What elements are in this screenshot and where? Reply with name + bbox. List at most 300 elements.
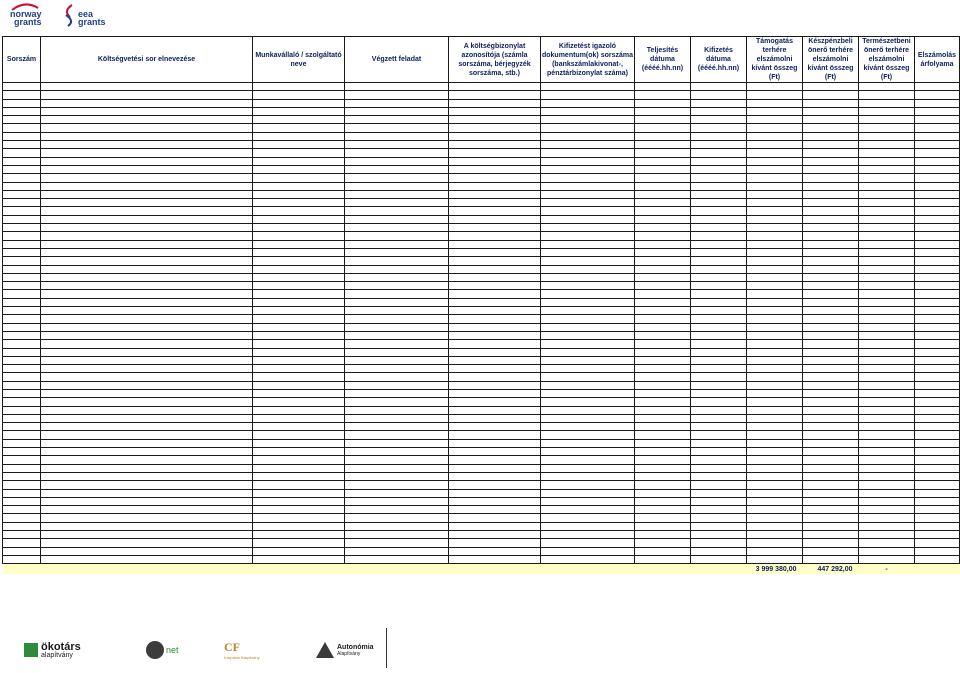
table-cell[interactable]	[3, 398, 41, 406]
table-cell[interactable]	[449, 481, 541, 489]
table-cell[interactable]	[803, 423, 859, 431]
table-cell[interactable]	[449, 149, 541, 157]
table-cell[interactable]	[3, 348, 41, 356]
table-cell[interactable]	[803, 414, 859, 422]
table-cell[interactable]	[345, 257, 449, 265]
table-cell[interactable]	[345, 406, 449, 414]
table-cell[interactable]	[3, 232, 41, 240]
table-cell[interactable]	[253, 464, 345, 472]
table-cell[interactable]	[915, 431, 960, 439]
table-cell[interactable]	[747, 165, 803, 173]
table-cell[interactable]	[449, 340, 541, 348]
table-cell[interactable]	[541, 514, 635, 522]
table-cell[interactable]	[803, 398, 859, 406]
table-cell[interactable]	[747, 373, 803, 381]
table-cell[interactable]	[747, 240, 803, 248]
table-cell[interactable]	[449, 448, 541, 456]
table-cell[interactable]	[803, 99, 859, 107]
table-cell[interactable]	[915, 497, 960, 505]
table-cell[interactable]	[635, 423, 691, 431]
table-cell[interactable]	[635, 290, 691, 298]
table-cell[interactable]	[803, 464, 859, 472]
table-cell[interactable]	[253, 273, 345, 281]
table-cell[interactable]	[803, 157, 859, 165]
table-cell[interactable]	[253, 83, 345, 91]
table-cell[interactable]	[691, 190, 747, 198]
table-cell[interactable]	[449, 83, 541, 91]
table-cell[interactable]	[41, 323, 253, 331]
table-cell[interactable]	[859, 323, 915, 331]
table-cell[interactable]	[915, 414, 960, 422]
table-cell[interactable]	[41, 547, 253, 555]
table-cell[interactable]	[41, 248, 253, 256]
table-cell[interactable]	[541, 190, 635, 198]
table-cell[interactable]	[635, 456, 691, 464]
table-cell[interactable]	[803, 265, 859, 273]
table-cell[interactable]	[859, 215, 915, 223]
table-cell[interactable]	[541, 340, 635, 348]
table-cell[interactable]	[803, 174, 859, 182]
table-cell[interactable]	[41, 340, 253, 348]
table-cell[interactable]	[253, 472, 345, 480]
table-cell[interactable]	[859, 539, 915, 547]
table-cell[interactable]	[449, 124, 541, 132]
table-cell[interactable]	[253, 331, 345, 339]
table-cell[interactable]	[541, 531, 635, 539]
table-cell[interactable]	[541, 307, 635, 315]
table-cell[interactable]	[541, 448, 635, 456]
table-cell[interactable]	[803, 141, 859, 149]
table-cell[interactable]	[345, 232, 449, 240]
table-cell[interactable]	[859, 199, 915, 207]
table-cell[interactable]	[345, 248, 449, 256]
table-cell[interactable]	[859, 365, 915, 373]
table-cell[interactable]	[253, 389, 345, 397]
table-cell[interactable]	[691, 497, 747, 505]
table-cell[interactable]	[449, 107, 541, 115]
table-cell[interactable]	[41, 215, 253, 223]
table-cell[interactable]	[859, 248, 915, 256]
table-cell[interactable]	[747, 547, 803, 555]
table-cell[interactable]	[635, 224, 691, 232]
table-cell[interactable]	[449, 273, 541, 281]
table-cell[interactable]	[41, 132, 253, 140]
table-cell[interactable]	[915, 489, 960, 497]
table-cell[interactable]	[3, 464, 41, 472]
table-cell[interactable]	[691, 224, 747, 232]
table-cell[interactable]	[345, 157, 449, 165]
table-cell[interactable]	[253, 348, 345, 356]
table-cell[interactable]	[253, 522, 345, 530]
table-cell[interactable]	[449, 298, 541, 306]
table-cell[interactable]	[635, 199, 691, 207]
table-cell[interactable]	[3, 423, 41, 431]
table-cell[interactable]	[41, 224, 253, 232]
table-cell[interactable]	[541, 398, 635, 406]
table-cell[interactable]	[747, 381, 803, 389]
table-cell[interactable]	[253, 431, 345, 439]
table-cell[interactable]	[41, 190, 253, 198]
table-cell[interactable]	[803, 373, 859, 381]
table-cell[interactable]	[541, 124, 635, 132]
table-cell[interactable]	[915, 448, 960, 456]
table-cell[interactable]	[3, 257, 41, 265]
table-cell[interactable]	[747, 116, 803, 124]
table-cell[interactable]	[449, 365, 541, 373]
table-cell[interactable]	[803, 489, 859, 497]
table-cell[interactable]	[747, 514, 803, 522]
table-cell[interactable]	[41, 290, 253, 298]
table-cell[interactable]	[747, 414, 803, 422]
table-cell[interactable]	[803, 531, 859, 539]
table-cell[interactable]	[635, 91, 691, 99]
table-cell[interactable]	[345, 531, 449, 539]
table-cell[interactable]	[345, 555, 449, 563]
table-cell[interactable]	[859, 132, 915, 140]
table-cell[interactable]	[859, 298, 915, 306]
table-cell[interactable]	[691, 489, 747, 497]
table-cell[interactable]	[859, 340, 915, 348]
table-cell[interactable]	[691, 389, 747, 397]
table-cell[interactable]	[915, 116, 960, 124]
table-cell[interactable]	[345, 207, 449, 215]
table-cell[interactable]	[803, 248, 859, 256]
table-cell[interactable]	[859, 141, 915, 149]
table-cell[interactable]	[635, 207, 691, 215]
table-cell[interactable]	[449, 224, 541, 232]
table-cell[interactable]	[449, 132, 541, 140]
table-cell[interactable]	[915, 232, 960, 240]
table-cell[interactable]	[915, 481, 960, 489]
table-cell[interactable]	[3, 340, 41, 348]
table-cell[interactable]	[747, 207, 803, 215]
table-cell[interactable]	[345, 522, 449, 530]
table-cell[interactable]	[635, 489, 691, 497]
table-cell[interactable]	[915, 149, 960, 157]
table-cell[interactable]	[41, 472, 253, 480]
table-cell[interactable]	[253, 107, 345, 115]
table-cell[interactable]	[253, 448, 345, 456]
table-cell[interactable]	[915, 282, 960, 290]
table-cell[interactable]	[41, 116, 253, 124]
table-cell[interactable]	[541, 290, 635, 298]
table-cell[interactable]	[859, 273, 915, 281]
table-cell[interactable]	[803, 207, 859, 215]
table-cell[interactable]	[41, 315, 253, 323]
table-cell[interactable]	[635, 265, 691, 273]
table-cell[interactable]	[345, 240, 449, 248]
table-cell[interactable]	[345, 456, 449, 464]
table-cell[interactable]	[253, 547, 345, 555]
table-cell[interactable]	[803, 340, 859, 348]
table-cell[interactable]	[803, 547, 859, 555]
table-cell[interactable]	[859, 373, 915, 381]
table-cell[interactable]	[635, 240, 691, 248]
table-cell[interactable]	[859, 91, 915, 99]
table-cell[interactable]	[3, 531, 41, 539]
table-cell[interactable]	[345, 539, 449, 547]
table-cell[interactable]	[3, 282, 41, 290]
table-cell[interactable]	[41, 240, 253, 248]
table-cell[interactable]	[915, 290, 960, 298]
table-cell[interactable]	[915, 207, 960, 215]
table-cell[interactable]	[41, 439, 253, 447]
table-cell[interactable]	[345, 489, 449, 497]
table-cell[interactable]	[449, 290, 541, 298]
table-cell[interactable]	[3, 365, 41, 373]
table-cell[interactable]	[859, 431, 915, 439]
table-cell[interactable]	[345, 141, 449, 149]
table-cell[interactable]	[449, 248, 541, 256]
table-cell[interactable]	[3, 215, 41, 223]
table-cell[interactable]	[635, 356, 691, 364]
table-cell[interactable]	[253, 414, 345, 422]
table-cell[interactable]	[253, 506, 345, 514]
table-cell[interactable]	[747, 83, 803, 91]
table-cell[interactable]	[449, 331, 541, 339]
table-cell[interactable]	[541, 182, 635, 190]
table-cell[interactable]	[541, 365, 635, 373]
table-cell[interactable]	[253, 481, 345, 489]
table-cell[interactable]	[541, 232, 635, 240]
table-cell[interactable]	[915, 531, 960, 539]
table-cell[interactable]	[691, 398, 747, 406]
table-cell[interactable]	[915, 547, 960, 555]
table-cell[interactable]	[691, 439, 747, 447]
table-cell[interactable]	[859, 348, 915, 356]
table-cell[interactable]	[41, 389, 253, 397]
table-cell[interactable]	[691, 531, 747, 539]
table-cell[interactable]	[635, 307, 691, 315]
table-cell[interactable]	[253, 174, 345, 182]
table-cell[interactable]	[803, 165, 859, 173]
table-cell[interactable]	[859, 448, 915, 456]
table-cell[interactable]	[345, 472, 449, 480]
table-cell[interactable]	[3, 182, 41, 190]
table-cell[interactable]	[635, 215, 691, 223]
table-cell[interactable]	[859, 489, 915, 497]
table-cell[interactable]	[345, 414, 449, 422]
table-cell[interactable]	[915, 199, 960, 207]
table-cell[interactable]	[41, 489, 253, 497]
table-cell[interactable]	[691, 240, 747, 248]
table-cell[interactable]	[803, 124, 859, 132]
table-cell[interactable]	[345, 215, 449, 223]
table-cell[interactable]	[41, 348, 253, 356]
table-cell[interactable]	[449, 232, 541, 240]
table-cell[interactable]	[41, 331, 253, 339]
table-cell[interactable]	[635, 107, 691, 115]
table-cell[interactable]	[915, 348, 960, 356]
table-cell[interactable]	[691, 448, 747, 456]
table-cell[interactable]	[803, 431, 859, 439]
table-cell[interactable]	[541, 489, 635, 497]
table-cell[interactable]	[253, 240, 345, 248]
table-cell[interactable]	[635, 141, 691, 149]
table-cell[interactable]	[3, 489, 41, 497]
table-cell[interactable]	[253, 132, 345, 140]
table-cell[interactable]	[449, 514, 541, 522]
table-cell[interactable]	[449, 207, 541, 215]
table-cell[interactable]	[859, 472, 915, 480]
table-cell[interactable]	[859, 207, 915, 215]
table-cell[interactable]	[449, 431, 541, 439]
table-cell[interactable]	[345, 124, 449, 132]
table-cell[interactable]	[345, 174, 449, 182]
table-cell[interactable]	[747, 107, 803, 115]
table-cell[interactable]	[691, 132, 747, 140]
table-cell[interactable]	[747, 290, 803, 298]
table-cell[interactable]	[253, 365, 345, 373]
table-cell[interactable]	[915, 398, 960, 406]
table-cell[interactable]	[915, 389, 960, 397]
table-cell[interactable]	[915, 215, 960, 223]
table-cell[interactable]	[747, 99, 803, 107]
table-cell[interactable]	[915, 373, 960, 381]
table-cell[interactable]	[449, 539, 541, 547]
table-cell[interactable]	[449, 373, 541, 381]
table-cell[interactable]	[803, 539, 859, 547]
table-cell[interactable]	[803, 514, 859, 522]
table-cell[interactable]	[449, 389, 541, 397]
table-cell[interactable]	[747, 423, 803, 431]
table-cell[interactable]	[345, 431, 449, 439]
table-cell[interactable]	[345, 107, 449, 115]
table-cell[interactable]	[541, 116, 635, 124]
table-cell[interactable]	[541, 373, 635, 381]
table-cell[interactable]	[253, 439, 345, 447]
table-cell[interactable]	[345, 99, 449, 107]
table-cell[interactable]	[747, 273, 803, 281]
table-cell[interactable]	[635, 414, 691, 422]
table-cell[interactable]	[803, 190, 859, 198]
table-cell[interactable]	[803, 182, 859, 190]
table-cell[interactable]	[691, 522, 747, 530]
table-cell[interactable]	[859, 481, 915, 489]
table-cell[interactable]	[635, 157, 691, 165]
table-cell[interactable]	[345, 340, 449, 348]
table-cell[interactable]	[541, 132, 635, 140]
table-cell[interactable]	[691, 116, 747, 124]
table-cell[interactable]	[449, 356, 541, 364]
table-cell[interactable]	[691, 141, 747, 149]
table-cell[interactable]	[3, 307, 41, 315]
table-cell[interactable]	[859, 555, 915, 563]
table-cell[interactable]	[859, 464, 915, 472]
table-cell[interactable]	[253, 298, 345, 306]
table-cell[interactable]	[859, 414, 915, 422]
table-cell[interactable]	[803, 448, 859, 456]
table-cell[interactable]	[691, 406, 747, 414]
table-cell[interactable]	[859, 99, 915, 107]
table-cell[interactable]	[541, 315, 635, 323]
table-cell[interactable]	[41, 99, 253, 107]
table-cell[interactable]	[635, 190, 691, 198]
table-cell[interactable]	[541, 539, 635, 547]
table-cell[interactable]	[803, 497, 859, 505]
table-cell[interactable]	[915, 472, 960, 480]
table-cell[interactable]	[345, 307, 449, 315]
table-cell[interactable]	[859, 456, 915, 464]
table-cell[interactable]	[635, 381, 691, 389]
table-cell[interactable]	[3, 157, 41, 165]
table-cell[interactable]	[915, 506, 960, 514]
table-cell[interactable]	[3, 290, 41, 298]
table-cell[interactable]	[635, 373, 691, 381]
table-cell[interactable]	[691, 232, 747, 240]
table-cell[interactable]	[691, 481, 747, 489]
table-cell[interactable]	[41, 365, 253, 373]
table-cell[interactable]	[803, 199, 859, 207]
table-cell[interactable]	[635, 348, 691, 356]
table-cell[interactable]	[915, 381, 960, 389]
table-cell[interactable]	[691, 248, 747, 256]
table-cell[interactable]	[41, 207, 253, 215]
table-cell[interactable]	[747, 356, 803, 364]
table-cell[interactable]	[253, 248, 345, 256]
table-cell[interactable]	[541, 431, 635, 439]
table-cell[interactable]	[41, 282, 253, 290]
table-cell[interactable]	[691, 207, 747, 215]
table-cell[interactable]	[635, 406, 691, 414]
table-cell[interactable]	[803, 257, 859, 265]
table-cell[interactable]	[859, 240, 915, 248]
table-cell[interactable]	[691, 456, 747, 464]
table-cell[interactable]	[691, 307, 747, 315]
table-cell[interactable]	[253, 282, 345, 290]
table-cell[interactable]	[541, 555, 635, 563]
table-cell[interactable]	[449, 456, 541, 464]
table-cell[interactable]	[859, 406, 915, 414]
table-cell[interactable]	[541, 207, 635, 215]
table-cell[interactable]	[747, 506, 803, 514]
table-cell[interactable]	[747, 174, 803, 182]
table-cell[interactable]	[41, 307, 253, 315]
table-cell[interactable]	[541, 389, 635, 397]
table-cell[interactable]	[345, 182, 449, 190]
table-cell[interactable]	[859, 83, 915, 91]
table-cell[interactable]	[541, 91, 635, 99]
table-cell[interactable]	[449, 240, 541, 248]
table-cell[interactable]	[859, 174, 915, 182]
table-cell[interactable]	[803, 456, 859, 464]
table-cell[interactable]	[3, 273, 41, 281]
table-cell[interactable]	[41, 257, 253, 265]
table-cell[interactable]	[541, 547, 635, 555]
table-cell[interactable]	[635, 497, 691, 505]
table-cell[interactable]	[3, 514, 41, 522]
table-cell[interactable]	[253, 539, 345, 547]
table-cell[interactable]	[541, 240, 635, 248]
table-cell[interactable]	[253, 315, 345, 323]
table-cell[interactable]	[449, 165, 541, 173]
table-cell[interactable]	[449, 547, 541, 555]
table-cell[interactable]	[253, 290, 345, 298]
table-cell[interactable]	[345, 448, 449, 456]
table-cell[interactable]	[541, 248, 635, 256]
table-cell[interactable]	[345, 348, 449, 356]
table-cell[interactable]	[345, 224, 449, 232]
table-cell[interactable]	[541, 323, 635, 331]
table-cell[interactable]	[747, 431, 803, 439]
table-cell[interactable]	[691, 199, 747, 207]
table-cell[interactable]	[803, 406, 859, 414]
table-cell[interactable]	[803, 331, 859, 339]
table-cell[interactable]	[691, 356, 747, 364]
table-cell[interactable]	[253, 381, 345, 389]
table-cell[interactable]	[541, 298, 635, 306]
table-cell[interactable]	[3, 298, 41, 306]
